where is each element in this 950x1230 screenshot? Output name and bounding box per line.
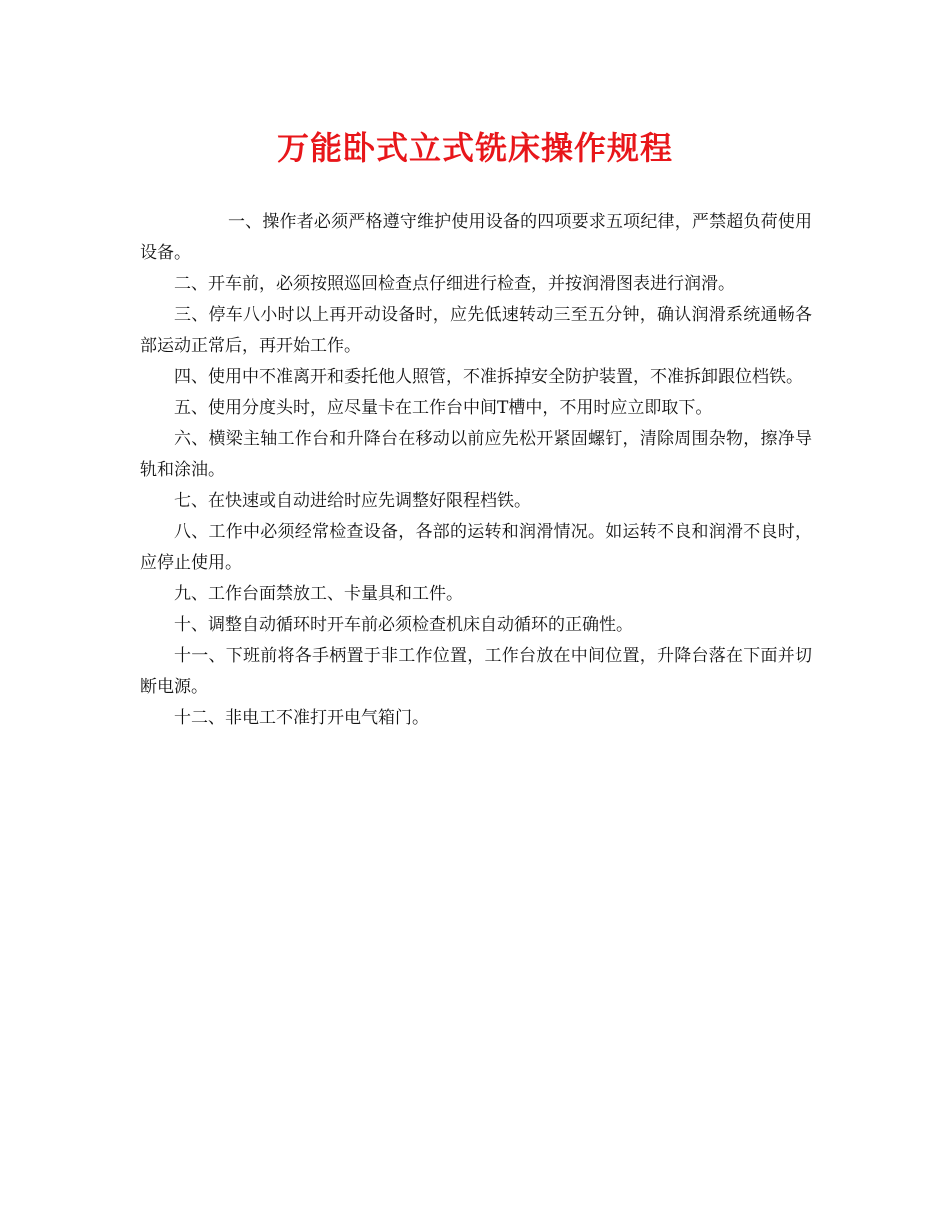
paragraph-3: 三、停车八小时以上再开动设备时，应先低速转动三至五分钟，确认润滑系统通畅各部运动正常后，再开始工作。 [140, 305, 812, 356]
paragraph-5: 五、使用分度头时，应尽量卡在工作台中间T槽中，不用时应立即取下。 [174, 398, 713, 418]
paragraph-10: 十、调整自动循环时开车前必须检查机床自动循环的正确性。 [174, 615, 633, 635]
paragraph-1: 一、操作者必须严格遵守维护使用设备的四项要求五项纪律，严禁超负荷使用设备。 [140, 212, 812, 263]
paragraph-11: 十一、下班前将各手柄置于非工作位置，工作台放在中间位置，升降台落在下面并切断电源。 [140, 646, 812, 697]
paragraph-8: 八、工作中必须经常检查设备，各部的运转和润滑情况。如运转不良和润滑不良时，应停止使用。 [140, 522, 812, 573]
paragraph-7: 七、在快速或自动进给时应先调整好限程档铁。 [174, 491, 531, 511]
document-title: 万能卧式立式铣床操作规程 [276, 129, 673, 167]
document-body [140, 207, 812, 734]
paragraph-2: 二、开车前，必须按照巡回检查点仔细进行检查，并按润滑图表进行润滑。 [174, 274, 735, 294]
paragraph-12: 十二、非电工不准打开电气箱门。 [174, 708, 429, 728]
paragraph-6: 六、横梁主轴工作台和升降台在移动以前应先松开紧固螺钉，清除周围杂物，擦净导轨和涂油。 [140, 429, 812, 480]
paragraph-9: 九、工作台面禁放工、卡量具和工件。 [174, 584, 463, 604]
paragraph-4: 四、使用中不准离开和委托他人照管，不准拆掉安全防护装置，不准拆卸跟位档铁。 [174, 367, 803, 387]
